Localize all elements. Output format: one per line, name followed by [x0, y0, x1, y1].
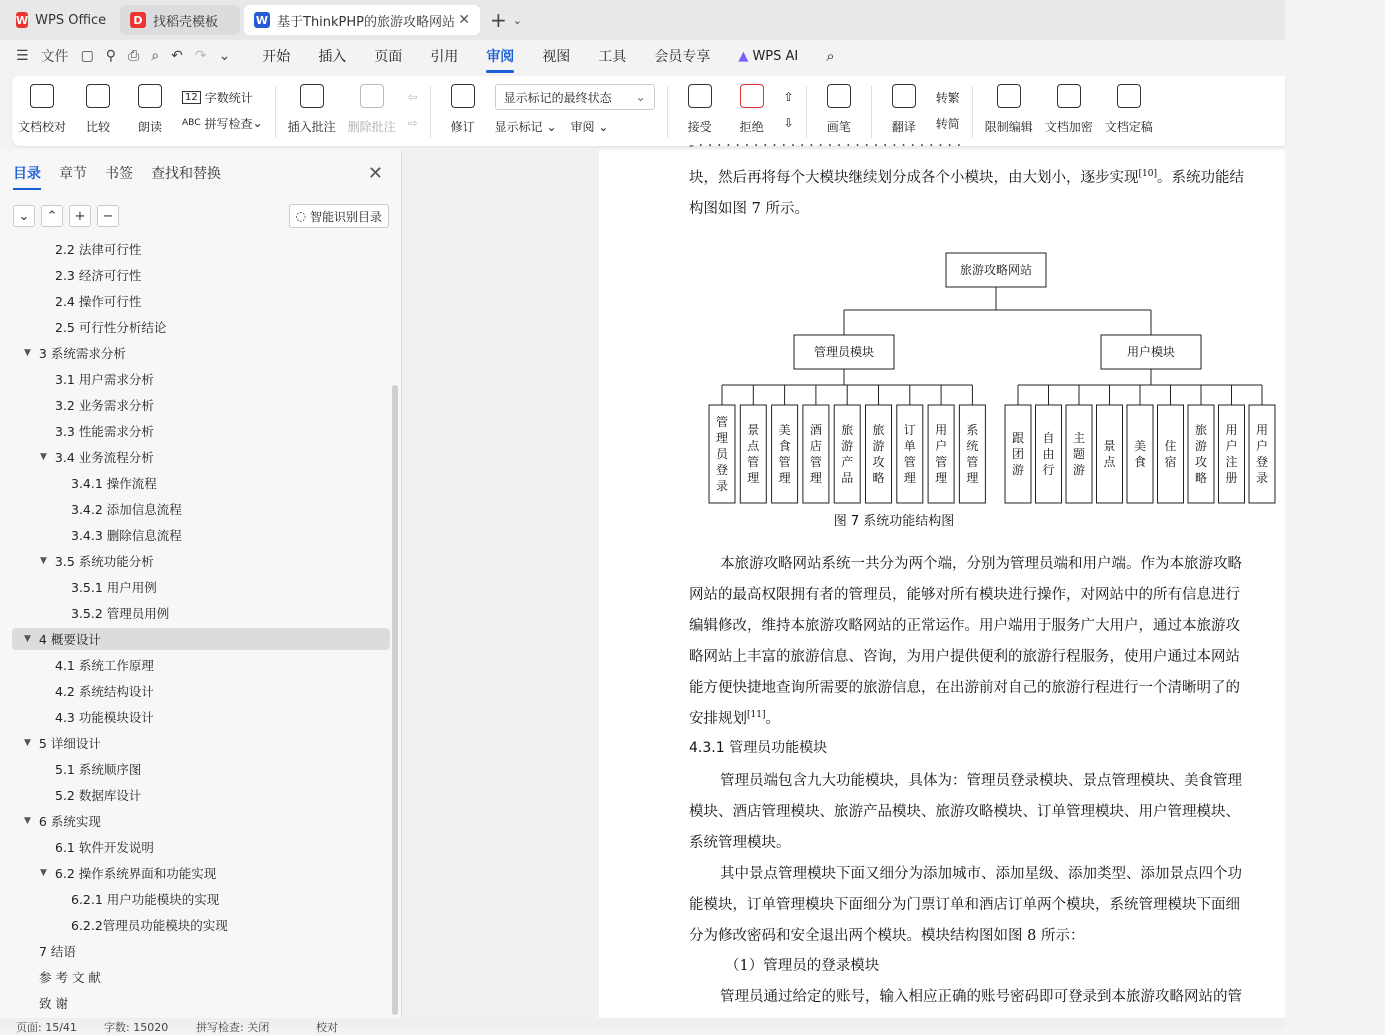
toc-item[interactable]	[55, 782, 141, 808]
page-gutter	[403, 150, 599, 1018]
function-structure-diagram	[599, 245, 1285, 545]
close-pane-icon[interactable]: ✕	[367, 162, 383, 184]
toc-item[interactable]	[40, 860, 216, 886]
toc-item-label: 6.2 操作系统界面和功能实现	[54, 866, 217, 881]
toc-item[interactable]	[55, 262, 141, 288]
child-node-box	[928, 405, 954, 503]
child-node-label: 旅游产品	[841, 423, 854, 485]
child-node-box	[866, 405, 892, 503]
doc-line	[689, 831, 1349, 852]
prev-change-icon[interactable]: ⇧	[783, 90, 794, 104]
tab-toc[interactable]: 目录	[13, 163, 41, 183]
child-node-label: 住宿	[1164, 439, 1177, 469]
document-page	[599, 138, 1285, 1018]
ai-logo-icon: ▲	[738, 48, 749, 64]
toc-item-label: 致 谢	[39, 996, 68, 1011]
wps-ai-label: WPS AI	[752, 48, 799, 64]
label: 字数统计	[204, 90, 253, 105]
next-comment-icon[interactable]: ⇨	[407, 116, 418, 130]
divider	[806, 86, 807, 138]
toc-item-label: 3.4.1 操作流程	[71, 476, 157, 491]
toc-item[interactable]	[55, 756, 141, 782]
tab-label: 找稻壳模板	[153, 14, 219, 30]
toc-item[interactable]	[40, 444, 154, 470]
menu-start[interactable]: 开始	[262, 49, 291, 65]
section-heading: 4.3.1 管理员功能模块	[689, 740, 828, 756]
navigation-pane	[0, 150, 402, 1018]
doc-check-icon	[30, 84, 54, 108]
toc-item-label: 3.2 业务需求分析	[55, 398, 154, 413]
menu-tools[interactable]: 工具	[598, 49, 627, 65]
toc-item-label: 6 系统实现	[38, 814, 101, 829]
child-node-box	[1219, 405, 1245, 503]
child-node-label: 旅游攻略	[1194, 423, 1208, 485]
toc-item[interactable]	[55, 236, 141, 262]
translate-button[interactable]	[884, 84, 924, 135]
child-node-label: 自由行	[1042, 431, 1055, 477]
divider	[972, 86, 973, 138]
proof-indicator[interactable]: 校对	[316, 1021, 338, 1034]
docer-logo-icon: D	[130, 12, 146, 28]
toc-item[interactable]	[71, 912, 228, 938]
toc-item-label: 3.5 系统功能分析	[54, 554, 154, 569]
text: 能方便快捷地查询所需要的旅游信息，在出游前对自己的旅游行程进行一个清晰明了的	[689, 680, 1240, 696]
text: 能模块，订单管理模块下面细分为门票订单和酒店订单两个模块，系统管理模块下面细	[689, 897, 1240, 913]
expand-arrow-icon[interactable]: ▼	[40, 556, 47, 566]
text: 系统管理模块。	[689, 835, 791, 851]
expand-arrow-icon[interactable]: ▼	[40, 868, 47, 878]
translate-icon	[892, 84, 916, 108]
toc-item[interactable]	[55, 392, 154, 418]
child-node-box	[897, 405, 923, 503]
label: 朗读	[138, 120, 163, 134]
insert-comment-button[interactable]	[288, 84, 336, 135]
toc-scrollbar[interactable]	[392, 385, 398, 1015]
label: 插入批注	[287, 120, 336, 134]
tab-find-replace[interactable]: 查找和替换	[151, 166, 221, 182]
child-node-label: 美食	[1133, 439, 1147, 469]
toc-item[interactable]	[55, 418, 154, 444]
title-tab-bar	[0, 0, 1285, 40]
collapse-up-icon[interactable]: ⌃	[41, 205, 63, 227]
toc-item[interactable]	[55, 704, 154, 730]
review-ribbon	[12, 76, 1285, 146]
child-node-box	[740, 405, 766, 503]
tab-label: 基于ThinkPHP的旅游攻略网站	[277, 14, 456, 30]
new-tab-icon[interactable]: +	[490, 8, 507, 32]
share-icon[interactable]: ⚲	[105, 48, 117, 64]
menu-reference[interactable]: 引用	[430, 49, 459, 65]
tab-wps-office[interactable]	[6, 5, 116, 35]
toc-item[interactable]	[24, 626, 101, 652]
expand-arrow-icon[interactable]: ▼	[24, 634, 31, 644]
label: 画笔	[826, 120, 851, 134]
user-node-label: 用户模块	[1126, 345, 1176, 359]
label: 翻译	[891, 120, 916, 134]
toc-item-label: 6.2.2管理员功能模块的实现	[71, 918, 228, 933]
label: 审阅	[570, 119, 595, 134]
toc-item[interactable]	[39, 964, 101, 990]
admin-node-label: 管理员模块	[813, 345, 875, 359]
doc-line	[689, 676, 1349, 697]
clipped-line: - · · · · · · · · · · · · · · · · · · · · · · · · · · · · ·	[689, 138, 962, 154]
child-node-box	[1127, 405, 1153, 503]
to-simplified-button[interactable]	[936, 110, 960, 136]
sub-heading: （1）管理员的登录模块	[725, 958, 880, 974]
read-aloud-button[interactable]	[130, 84, 170, 135]
child-node-box	[803, 405, 829, 503]
toc-item-label: 4 概要设计	[38, 632, 101, 647]
accept-button[interactable]	[680, 84, 720, 135]
label: 文档校对	[18, 120, 67, 134]
toc-item-label: 4.2 系统结构设计	[55, 684, 154, 699]
compare-button[interactable]	[78, 84, 118, 135]
spell-indicator[interactable]: 拼写检查: 关闭	[196, 1021, 270, 1034]
toc-item-label: 3.5.1 用户用例	[71, 580, 157, 595]
toc-item-label: 4.3 功能模块设计	[55, 710, 154, 725]
more-chevron-icon[interactable]: ⌄	[218, 48, 231, 64]
doc-line	[689, 893, 1349, 914]
child-node-box	[1249, 405, 1275, 503]
toc-item[interactable]	[24, 808, 101, 834]
toc-item-label: 6.2.1 用户功能模块的实现	[71, 892, 220, 907]
child-node-box	[1097, 405, 1123, 503]
track-changes-button[interactable]	[443, 84, 483, 135]
remove-heading-icon[interactable]: −	[97, 205, 119, 227]
toc-item[interactable]	[71, 496, 182, 522]
menu-review[interactable]: 审阅	[486, 46, 514, 66]
toc-item[interactable]	[55, 314, 166, 340]
child-node-label: 系统管理	[966, 423, 979, 485]
spell-check-icon: ABC	[182, 118, 201, 128]
text: 网站的最高权限拥有者的管理员，能够对所有模块进行操作，对网站中的所有信息进行	[689, 587, 1240, 603]
toc-item-label: 3.3 性能需求分析	[55, 424, 154, 439]
text: 块，然后再将每个大模块继续划分成各个小模块，由大划小，逐步实现	[689, 170, 1139, 186]
read-aloud-icon	[138, 84, 162, 108]
toc-item[interactable]	[55, 652, 154, 678]
doc-line	[689, 924, 1349, 945]
divider	[667, 86, 668, 138]
text: 分为修改密码和安全退出两个模块。模块结构图如图 8 所示：	[689, 928, 1085, 944]
save-icon[interactable]: ▢	[80, 48, 94, 64]
text: 安排规划	[689, 711, 747, 727]
text: 模块、酒店管理模块、旅游产品模块、旅游攻略模块、订单管理模块、用户管理模块、	[689, 804, 1240, 820]
restrict-edit-button[interactable]	[985, 84, 1033, 135]
doc-line	[689, 583, 1349, 604]
page-indicator[interactable]: 页面: 15/41	[16, 1021, 77, 1034]
toc-item[interactable]	[24, 730, 101, 756]
toc-item[interactable]	[55, 678, 154, 704]
review-pane-button[interactable]: 审阅 ⌄	[570, 119, 609, 134]
to-traditional-button[interactable]	[936, 84, 960, 110]
expand-arrow-icon[interactable]: ▼	[24, 348, 31, 358]
citation[interactable]: [11]	[747, 710, 766, 721]
child-node-label: 酒店管理	[809, 423, 822, 485]
delete-comment-icon	[360, 84, 384, 108]
doc-line	[689, 800, 1349, 821]
child-node-box	[772, 405, 798, 503]
doc-line	[689, 645, 1349, 666]
undo-icon[interactable]: ↶	[171, 48, 183, 64]
root-node-label: 旅游攻略网站	[959, 263, 1033, 277]
next-change-icon[interactable]: ⇩	[783, 116, 794, 130]
divider	[871, 86, 872, 138]
preview-icon[interactable]: ⌕	[151, 48, 160, 64]
toc-item-label: 2.3 经济可行性	[55, 268, 142, 283]
text: 编辑修改，维持本旅游攻略网站的正常运作。用户端用于服务广大用户，通过本旅游攻	[689, 618, 1240, 634]
divider	[430, 86, 431, 138]
child-node-label: 用户登录	[1255, 423, 1269, 485]
toc-item-label: 5.1 系统顺序图	[55, 762, 142, 777]
toc-item[interactable]	[71, 522, 182, 548]
menu-member[interactable]: 会员专享	[654, 49, 711, 65]
reject-button[interactable]	[732, 84, 772, 135]
hamburger-icon[interactable]: ☰	[16, 48, 29, 64]
toc-item[interactable]	[39, 938, 76, 964]
prev-comment-icon[interactable]: ⇦	[407, 90, 418, 104]
toc-item[interactable]	[55, 834, 154, 860]
label: 转简	[935, 116, 960, 131]
punct: 。	[765, 711, 780, 727]
tab-document[interactable]	[244, 5, 480, 35]
child-node-label: 订单管理	[903, 423, 916, 485]
smart-toc-button[interactable]	[289, 204, 390, 228]
compare-icon	[86, 84, 110, 108]
add-heading-icon[interactable]: +	[69, 205, 91, 227]
toc-item-label: 5 详细设计	[38, 736, 101, 751]
text: 略网站上丰富的旅游信息、咨询，为用户提供便利的旅游行程服务，使用户通过本网站	[689, 649, 1240, 665]
reject-icon	[740, 84, 764, 108]
label: 拒绝	[739, 120, 764, 134]
child-node-box	[834, 405, 860, 503]
show-markup-button[interactable]: 显示标记 ⌄	[494, 119, 557, 134]
menu-page[interactable]: 页面	[374, 49, 403, 65]
expand-arrow-icon[interactable]: ▼	[24, 738, 31, 748]
toc-item-label: 3.1 用户需求分析	[55, 372, 154, 387]
print-icon[interactable]: ⎙	[128, 48, 140, 64]
pen-icon	[827, 84, 851, 108]
status-bar	[0, 1018, 1285, 1034]
toc-item[interactable]	[24, 340, 126, 366]
spell-check-button[interactable]: ABC 拼写检查 ⌄	[182, 116, 263, 131]
word-count-indicator[interactable]: 字数: 15020	[104, 1021, 169, 1034]
child-node-label: 美食管理	[778, 423, 791, 485]
toc-item-label: 5.2 数据库设计	[55, 788, 142, 803]
menu-bar	[0, 40, 1285, 72]
label: 智能识别目录	[309, 209, 382, 224]
toc-item-label: 7 结语	[39, 944, 76, 959]
child-node-label: 旅游攻略	[872, 423, 885, 485]
toc-item-label: 2.2 法律可行性	[55, 242, 142, 257]
tab-list-chevron-icon[interactable]: ⌄	[512, 13, 522, 27]
toc-item-label: 参 考 文 献	[39, 970, 101, 985]
pen-button[interactable]	[819, 84, 859, 135]
toc-item-label: 3.4.2 添加信息流程	[71, 502, 182, 517]
child-node-label: 主题游	[1072, 431, 1086, 477]
menu-view[interactable]: 视图	[542, 49, 571, 65]
encrypt-doc-icon	[1057, 84, 1081, 108]
child-node-label: 用户管理	[935, 423, 948, 485]
word-count-button[interactable]	[182, 84, 263, 110]
label: 文档加密	[1044, 120, 1093, 134]
label: 删除批注	[347, 120, 396, 134]
doc-line	[689, 166, 1349, 187]
chevron-down-icon: ⌄	[635, 90, 646, 104]
label: 修订	[450, 120, 475, 134]
menu-insert[interactable]: 插入	[318, 49, 347, 65]
child-node-label: 用户注册	[1225, 423, 1238, 485]
toc-item-label: 3.4.3 删除信息流程	[71, 528, 182, 543]
toc-item-label: 3 系统需求分析	[38, 346, 126, 361]
writer-logo-icon: W	[255, 13, 269, 27]
child-node-box	[1158, 405, 1184, 503]
doc-line	[720, 769, 1380, 790]
finalize-button[interactable]	[1105, 84, 1153, 135]
toc-item[interactable]	[40, 548, 154, 574]
accept-icon	[688, 84, 712, 108]
toc-item-label: 2.5 可行性分析结论	[55, 320, 167, 335]
toc-item[interactable]	[55, 288, 141, 314]
toc-item[interactable]	[71, 574, 157, 600]
text: 。系统功能结	[1156, 170, 1244, 186]
child-node-label: 景点	[1103, 439, 1116, 469]
wps-ai-button[interactable]	[738, 49, 798, 64]
toc-item[interactable]	[71, 470, 157, 496]
markup-mode-select[interactable]	[495, 84, 655, 110]
redo-icon[interactable]: ↷	[194, 48, 207, 64]
text: 本旅游攻略网站系统一共分为两个端，分别为管理员端和用户端。作为本旅游攻略	[720, 556, 1242, 572]
child-node-label: 管理员登录	[715, 415, 729, 493]
doc-line	[689, 707, 1349, 728]
toc-item[interactable]	[39, 990, 68, 1016]
word-count-icon: 12	[182, 91, 201, 104]
toc-item-label: 2.4 操作可行性	[55, 294, 142, 309]
label: 转繁	[935, 90, 960, 105]
label: 显示标记	[494, 119, 543, 134]
doc-check-button[interactable]	[18, 84, 66, 135]
search-icon[interactable]: ⌕	[826, 47, 835, 65]
toc-item-label: 3.5.2 管理员用例	[71, 606, 170, 621]
track-changes-icon	[451, 84, 475, 108]
toc-list	[0, 236, 401, 1011]
label: 比较	[86, 120, 111, 134]
file-menu[interactable]: 文件	[40, 49, 69, 65]
expand-arrow-icon[interactable]: ▼	[24, 816, 31, 826]
child-node-label: 跟团游	[1011, 431, 1025, 477]
doc-line	[720, 552, 1380, 573]
finalize-doc-icon	[1117, 84, 1141, 108]
smart-icon: ◌	[295, 209, 306, 223]
tab-label: WPS Office	[35, 12, 107, 28]
figure-caption: 图 7 系统功能结构图	[833, 514, 955, 529]
comment-icon	[300, 84, 324, 108]
label: 接受	[687, 120, 712, 134]
child-node-label: 景点管理	[747, 423, 760, 485]
delete-comment-button[interactable]	[348, 84, 396, 135]
text: 其中景点管理模块下面又细分为添加城市、添加星级、添加类型、添加景点四个功	[720, 866, 1242, 882]
label: 限制编辑	[984, 120, 1033, 134]
child-node-box	[1188, 405, 1214, 503]
toc-item[interactable]	[71, 886, 219, 912]
label: 文档定稿	[1104, 120, 1153, 134]
toc-item-label: 6.1 软件开发说明	[55, 840, 154, 855]
child-node-box	[959, 405, 985, 503]
tab-chapters[interactable]: 章节	[59, 166, 87, 182]
toc-item[interactable]	[55, 366, 154, 392]
doc-line	[720, 862, 1380, 883]
doc-line: 管理员通过给定的账号，输入相应正确的账号密码即可登录到本旅游攻略网站的管	[720, 989, 1242, 1005]
text: 管理员端包含九大功能模块，具体为：管理员登录模块、景点管理模块、美食管理	[720, 773, 1242, 789]
collapse-down-icon[interactable]: ⌄	[13, 205, 35, 227]
tab-bookmarks[interactable]: 书签	[105, 166, 133, 182]
tab-template[interactable]	[120, 5, 240, 35]
label: 拼写检查	[204, 116, 253, 131]
citation[interactable]: [10]	[1138, 169, 1157, 180]
expand-arrow-icon[interactable]: ▼	[40, 452, 47, 462]
wps-logo-icon: W	[16, 13, 29, 27]
toc-item-label: 4.1 系统工作原理	[55, 658, 154, 673]
toc-item[interactable]	[71, 600, 169, 626]
close-tab-icon[interactable]: ✕	[458, 12, 470, 28]
lock-doc-icon	[997, 84, 1021, 108]
markup-mode-value: 显示标记的最终状态	[503, 90, 612, 105]
divider	[275, 86, 276, 138]
encrypt-button[interactable]	[1045, 84, 1093, 135]
toc-item-label: 3.4 业务流程分析	[54, 450, 154, 465]
doc-line: 构图如图 7 所示。	[689, 201, 809, 217]
doc-line	[689, 614, 1349, 635]
